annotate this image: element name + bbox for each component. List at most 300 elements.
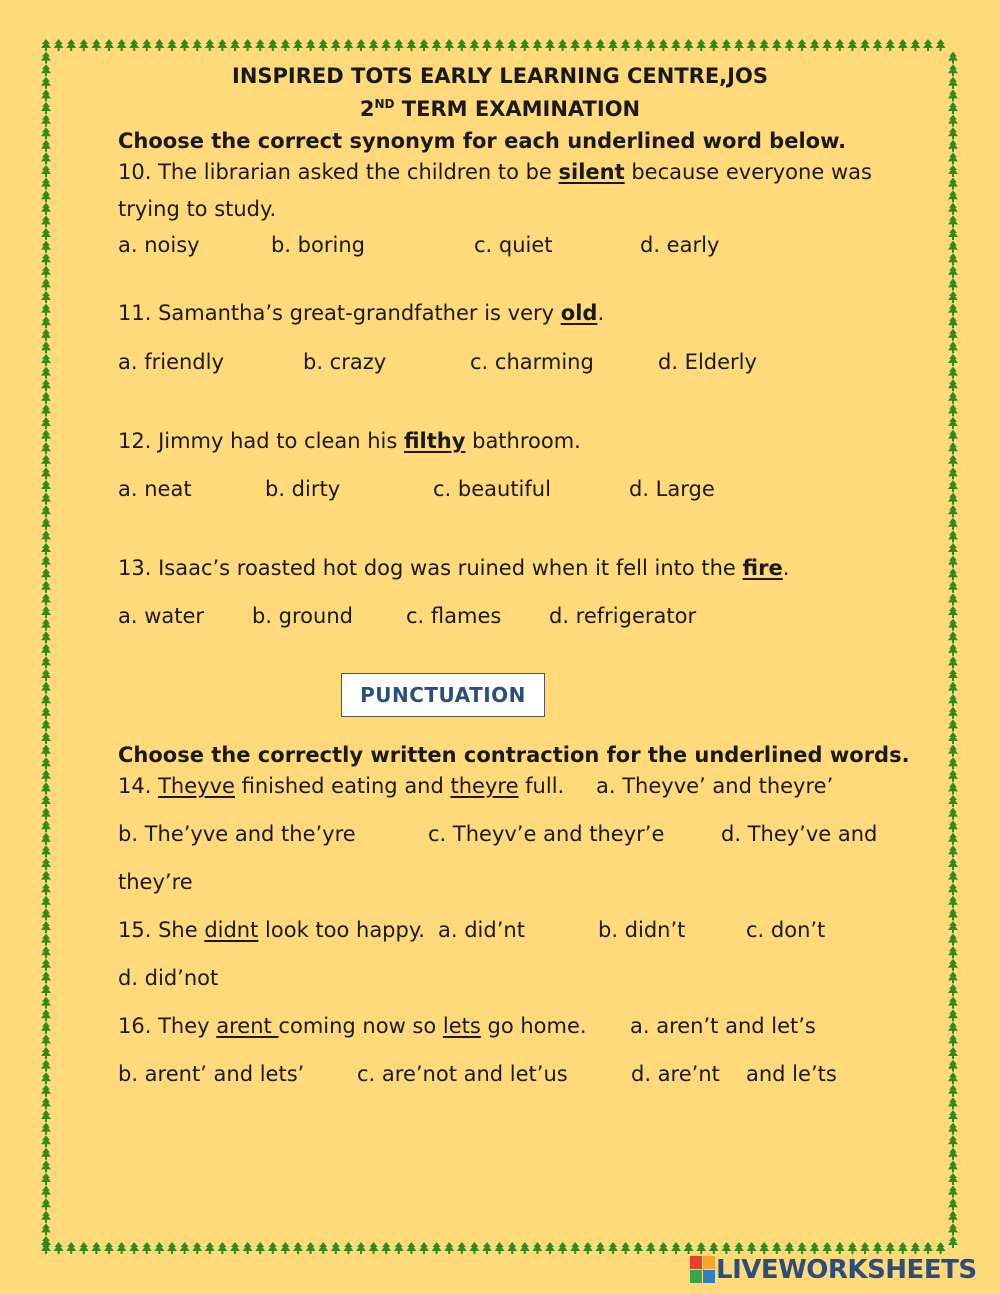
tree-icon: [41, 820, 51, 832]
tree-icon: [948, 833, 958, 845]
q15-option-a[interactable]: a. did’nt: [438, 918, 525, 942]
q10-option-a[interactable]: a. noisy: [118, 233, 200, 257]
tree-icon: [444, 39, 454, 51]
tree-icon: [79, 39, 89, 51]
underlined-word: lets: [442, 1014, 481, 1038]
tree-icon: [948, 606, 958, 618]
tree-icon: [948, 518, 958, 530]
tree-icon: [457, 1242, 467, 1254]
tree-icon: [948, 707, 958, 719]
tree-icon: [41, 304, 51, 316]
tree-icon: [948, 266, 958, 278]
tree-icon: [129, 1242, 139, 1254]
tree-icon: [343, 39, 353, 51]
tree-icon: [948, 757, 958, 769]
tree-icon: [41, 984, 51, 996]
tree-icon: [469, 39, 479, 51]
tree-icon: [621, 39, 631, 51]
tree-icon: [217, 1242, 227, 1254]
tree-icon: [595, 1242, 605, 1254]
tree-icon: [419, 1242, 429, 1254]
tree-icon: [847, 1242, 857, 1254]
tree-icon: [406, 1242, 416, 1254]
tree-icon: [54, 39, 64, 51]
tree-icon: [948, 278, 958, 290]
tree-icon: [948, 1173, 958, 1185]
tree-icon: [41, 417, 51, 429]
q14-option-d-cont[interactable]: they’re: [118, 870, 193, 894]
q16-option-d[interactable]: d. are’nt: [631, 1062, 720, 1086]
tree-icon: [205, 1242, 215, 1254]
tree-icon: [167, 1242, 177, 1254]
tree-icon: [948, 896, 958, 908]
tree-icon: [41, 1123, 51, 1135]
tree-icon: [948, 127, 958, 139]
tree-icon: [104, 39, 114, 51]
tree-icon: [948, 619, 958, 631]
tree-icon: [747, 1242, 757, 1254]
tree-icon: [41, 1110, 51, 1122]
tree-icon: [721, 1242, 731, 1254]
tree-icon: [948, 871, 958, 883]
tree-icon: [41, 656, 51, 668]
tree-icon: [318, 39, 328, 51]
tree-icon: [331, 1242, 341, 1254]
tree-icon: [532, 39, 542, 51]
tree-icon: [948, 593, 958, 605]
tree-icon: [41, 631, 51, 643]
tree-icon: [948, 959, 958, 971]
tree-icon: [306, 39, 316, 51]
tree-icon: [104, 1242, 114, 1254]
tree-icon: [41, 165, 51, 177]
tree-icon: [41, 52, 51, 64]
tree-icon: [41, 770, 51, 782]
tree-icon: [948, 354, 958, 366]
tree-icon: [41, 1009, 51, 1021]
tree-icon: [520, 1242, 530, 1254]
tree-icon: [41, 266, 51, 278]
tree-icon: [948, 808, 958, 820]
tree-icon: [583, 1242, 593, 1254]
tree-icon: [948, 1211, 958, 1223]
tree-icon: [41, 1060, 51, 1072]
tree-icon: [671, 39, 681, 51]
tree-icon: [41, 392, 51, 404]
tree-icon: [948, 1110, 958, 1122]
tree-icon: [948, 178, 958, 190]
tree-icon: [948, 631, 958, 643]
tree-icon: [948, 379, 958, 391]
tree-icon: [608, 1242, 618, 1254]
tree-icon: [41, 871, 51, 883]
tree-icon: [948, 556, 958, 568]
tree-icon: [520, 39, 530, 51]
tree-icon: [759, 39, 769, 51]
tree-icon: [41, 593, 51, 605]
tree-icon: [192, 1242, 202, 1254]
liveworksheets-badge-icon: [690, 1256, 716, 1284]
q10-option-d[interactable]: d. early: [640, 233, 720, 257]
tree-icon: [948, 1236, 958, 1248]
tree-icon: [230, 1242, 240, 1254]
tree-icon: [142, 39, 152, 51]
tree-icon: [734, 39, 744, 51]
tree-icon: [948, 215, 958, 227]
punctuation-title: PUNCTUATION: [360, 683, 526, 707]
tree-icon: [432, 39, 442, 51]
tree-icon: [41, 1047, 51, 1059]
tree-icon: [583, 39, 593, 51]
tree-icon: [41, 1097, 51, 1109]
tree-icon: [41, 694, 51, 706]
tree-icon: [495, 39, 505, 51]
tree-icon: [41, 1034, 51, 1046]
tree-icon: [948, 228, 958, 240]
tree-icon: [948, 1022, 958, 1034]
q10-option-b[interactable]: b. boring: [271, 233, 365, 257]
tree-icon: [41, 1022, 51, 1034]
tree-icon: [217, 39, 227, 51]
tree-icon: [936, 39, 946, 51]
tree-icon: [847, 39, 857, 51]
q16-option-b[interactable]: b. arent’ and lets’: [118, 1062, 305, 1086]
tree-icon: [444, 1242, 454, 1254]
tree-icon: [948, 1097, 958, 1109]
tree-icon: [646, 1242, 656, 1254]
tree-icon: [948, 1009, 958, 1021]
tree-icon: [948, 1034, 958, 1046]
tree-icon: [79, 1242, 89, 1254]
tree-icon: [873, 1242, 883, 1254]
tree-icon: [898, 39, 908, 51]
tree-icon: [948, 908, 958, 920]
tree-icon: [545, 39, 555, 51]
tree-icon: [343, 1242, 353, 1254]
tree-icon: [255, 1242, 265, 1254]
question-14: 14. Theyve finished eating and theyre full.: [118, 774, 565, 798]
tree-icon: [948, 694, 958, 706]
q14-option-d[interactable]: d. They’ve and: [721, 822, 878, 846]
tree-icon: [948, 505, 958, 517]
tree-icon: [784, 1242, 794, 1254]
tree-icon: [41, 518, 51, 530]
tree-icon: [41, 858, 51, 870]
tree-icon: [41, 606, 51, 618]
tree-icon: [41, 644, 51, 656]
tree-icon: [684, 1242, 694, 1254]
tree-icon: [419, 39, 429, 51]
tree-icon: [696, 39, 706, 51]
tree-icon: [91, 1242, 101, 1254]
tree-icon: [41, 341, 51, 353]
tree-icon: [948, 770, 958, 782]
tree-icon: [860, 39, 870, 51]
tree-icon: [41, 190, 51, 202]
tree-icon: [658, 39, 668, 51]
underlined-word: didnt: [204, 918, 259, 942]
tree-icon: [91, 39, 101, 51]
tree-icon: [356, 39, 366, 51]
tree-icon: [41, 505, 51, 517]
tree-icon: [948, 190, 958, 202]
tree-icon: [948, 329, 958, 341]
tree-icon: [532, 1242, 542, 1254]
tree-icon: [192, 39, 202, 51]
q12-option-d[interactable]: d. Large: [629, 477, 715, 501]
tree-icon: [381, 1242, 391, 1254]
underlined-word: silent: [558, 160, 625, 184]
tree-icon: [948, 1085, 958, 1097]
tree-icon: [41, 1223, 51, 1235]
tree-icon: [41, 404, 51, 416]
tree-icon: [948, 367, 958, 379]
question-13: 13. Isaac’s roasted hot dog was ruined when it fell into the fire.: [118, 556, 790, 580]
tree-icon: [936, 1242, 946, 1254]
q14-option-a[interactable]: a. Theyve’ and theyre’: [596, 774, 834, 798]
tree-icon: [948, 997, 958, 1009]
q12-option-c[interactable]: c. beautiful: [433, 477, 551, 501]
q13-option-a[interactable]: a. water: [118, 604, 205, 628]
tree-icon: [948, 1160, 958, 1172]
tree-icon: [822, 39, 832, 51]
tree-icon: [41, 455, 51, 467]
tree-icon: [41, 379, 51, 391]
tree-icon: [948, 845, 958, 857]
q11-option-c[interactable]: c. charming: [470, 350, 594, 374]
tree-icon: [948, 568, 958, 580]
tree-icon: [923, 39, 933, 51]
tree-icon: [41, 39, 51, 51]
q11-option-a[interactable]: a. friendly: [118, 350, 224, 374]
tree-icon: [948, 392, 958, 404]
tree-icon: [948, 480, 958, 492]
tree-icon: [280, 1242, 290, 1254]
tree-icon: [41, 1186, 51, 1198]
tree-icon: [621, 1242, 631, 1254]
tree-icon: [432, 1242, 442, 1254]
tree-icon: [772, 1242, 782, 1254]
tree-icon: [469, 1242, 479, 1254]
tree-icon: [721, 39, 731, 51]
tree-icon: [268, 1242, 278, 1254]
tree-icon: [41, 883, 51, 895]
tree-icon: [230, 39, 240, 51]
tree-icon: [810, 1242, 820, 1254]
q12-option-a[interactable]: a. neat: [118, 477, 192, 501]
q14-option-c[interactable]: c. Theyv’e and theyr’e: [428, 822, 665, 846]
tree-icon: [797, 39, 807, 51]
tree-icon: [369, 1242, 379, 1254]
q16-option-a[interactable]: a. aren’t and let’s: [630, 1014, 816, 1038]
tree-icon: [41, 845, 51, 857]
tree-icon: [948, 1223, 958, 1235]
q15-option-d[interactable]: d. did’not: [118, 966, 219, 990]
tree-icon: [41, 946, 51, 958]
q11-option-b[interactable]: b. crazy: [303, 350, 387, 374]
q11-option-d[interactable]: d. Elderly: [658, 350, 757, 374]
tree-icon: [948, 455, 958, 467]
tree-icon: [948, 1148, 958, 1160]
tree-icon: [41, 442, 51, 454]
tree-icon: [671, 1242, 681, 1254]
tree-icon: [948, 921, 958, 933]
tree-icon: [948, 467, 958, 479]
tree-icon: [41, 291, 51, 303]
tree-icon: [41, 908, 51, 920]
tree-icon: [948, 820, 958, 832]
tree-icon: [948, 719, 958, 731]
tree-icon: [948, 732, 958, 744]
tree-icon: [331, 39, 341, 51]
q15-option-c[interactable]: c. don’t: [746, 918, 826, 942]
underlined-word: filthy: [403, 429, 466, 453]
tree-icon: [885, 39, 895, 51]
tree-icon: [41, 178, 51, 190]
tree-icon: [948, 1186, 958, 1198]
tree-icon: [948, 581, 958, 593]
tree-icon: [41, 556, 51, 568]
tree-icon: [948, 971, 958, 983]
question-16: 16. They arent coming now so lets go home.: [118, 1014, 587, 1038]
tree-icon: [41, 1236, 51, 1248]
tree-icon: [948, 883, 958, 895]
tree-icon: [948, 934, 958, 946]
tree-icon: [41, 1160, 51, 1172]
tree-icon: [923, 1242, 933, 1254]
tree-icon: [41, 1085, 51, 1097]
tree-icon: [948, 1135, 958, 1147]
tree-icon: [180, 39, 190, 51]
q13-option-c[interactable]: c. flames: [406, 604, 502, 628]
tree-icon: [948, 304, 958, 316]
tree-icon: [822, 1242, 832, 1254]
tree-icon: [41, 367, 51, 379]
tree-icon: [41, 619, 51, 631]
tree-icon: [507, 1242, 517, 1254]
tree-icon: [948, 858, 958, 870]
tree-icon: [117, 39, 127, 51]
q10-option-c[interactable]: c. quiet: [474, 233, 553, 257]
tree-icon: [948, 1123, 958, 1135]
tree-icon: [784, 39, 794, 51]
q16-option-d-cont[interactable]: and le’ts: [746, 1062, 837, 1086]
tree-icon: [41, 467, 51, 479]
q12-option-b[interactable]: b. dirty: [265, 477, 341, 501]
tree-icon: [41, 757, 51, 769]
tree-icon: [41, 253, 51, 265]
tree-icon: [394, 1242, 404, 1254]
tree-icon: [948, 253, 958, 265]
tree-icon: [41, 568, 51, 580]
tree-icon: [948, 946, 958, 958]
tree-icon: [41, 228, 51, 240]
q13-option-d[interactable]: d. refrigerator: [549, 604, 697, 628]
tree-icon: [948, 984, 958, 996]
tree-icon: [142, 1242, 152, 1254]
tree-icon: [394, 39, 404, 51]
tree-icon: [709, 1242, 719, 1254]
tree-icon: [41, 997, 51, 1009]
tree-icon: [406, 39, 416, 51]
tree-icon: [41, 719, 51, 731]
tree-icon: [709, 39, 719, 51]
question-10: 10. The librarian asked the children to be silent because everyone was: [118, 160, 872, 184]
tree-icon: [41, 329, 51, 341]
tree-icon: [41, 480, 51, 492]
tree-icon: [948, 1198, 958, 1210]
tree-icon: [948, 1072, 958, 1084]
tree-icon: [243, 39, 253, 51]
tree-icon: [205, 39, 215, 51]
q15-option-b[interactable]: b. didn’t: [598, 918, 686, 942]
tree-icon: [41, 682, 51, 694]
tree-icon: [41, 278, 51, 290]
tree-icon: [41, 1198, 51, 1210]
q16-option-c[interactable]: c. are’not and let’us: [357, 1062, 568, 1086]
synonym-instruction: Choose the correct synonym for each underlined word below.: [118, 129, 847, 153]
tree-icon: [948, 669, 958, 681]
tree-icon: [507, 39, 517, 51]
tree-icon: [41, 203, 51, 215]
tree-icon: [948, 493, 958, 505]
tree-icon: [457, 39, 467, 51]
tree-icon: [570, 1242, 580, 1254]
tree-icon: [948, 442, 958, 454]
tree-icon: [658, 1242, 668, 1254]
tree-icon: [633, 39, 643, 51]
tree-icon: [759, 1242, 769, 1254]
tree-icon: [255, 39, 265, 51]
punctuation-heading-box: [341, 673, 545, 717]
tree-icon: [167, 39, 177, 51]
tree-icon: [873, 39, 883, 51]
tree-icon: [268, 39, 278, 51]
tree-icon: [306, 1242, 316, 1254]
question-10-line2: trying to study.: [118, 197, 277, 221]
tree-icon: [948, 241, 958, 253]
tree-icon: [885, 1242, 895, 1254]
q14-option-b[interactable]: b. The’yve and the’yre: [118, 822, 356, 846]
tree-icon: [948, 530, 958, 542]
tree-icon: [948, 291, 958, 303]
tree-icon: [482, 39, 492, 51]
question-15: 15. She didnt look too happy.: [118, 918, 425, 942]
tree-icon: [633, 1242, 643, 1254]
tree-icon: [369, 39, 379, 51]
tree-icon: [66, 1242, 76, 1254]
tree-icon: [810, 39, 820, 51]
liveworksheets-logo[interactable]: [690, 1255, 977, 1285]
tree-icon: [243, 1242, 253, 1254]
tree-icon: [595, 39, 605, 51]
q13-option-b[interactable]: b. ground: [252, 604, 353, 628]
tree-icon: [696, 1242, 706, 1254]
tree-icon: [835, 1242, 845, 1254]
tree-icon: [948, 341, 958, 353]
tree-icon: [41, 745, 51, 757]
liveworksheets-text: LIVEWORKSHEETS: [716, 1255, 977, 1285]
tree-icon: [41, 1173, 51, 1185]
tree-icon: [41, 669, 51, 681]
tree-icon: [41, 971, 51, 983]
tree-icon: [558, 39, 568, 51]
tree-icon: [41, 896, 51, 908]
tree-icon: [910, 39, 920, 51]
tree-icon: [734, 1242, 744, 1254]
tree-icon: [482, 1242, 492, 1254]
tree-icon: [772, 39, 782, 51]
